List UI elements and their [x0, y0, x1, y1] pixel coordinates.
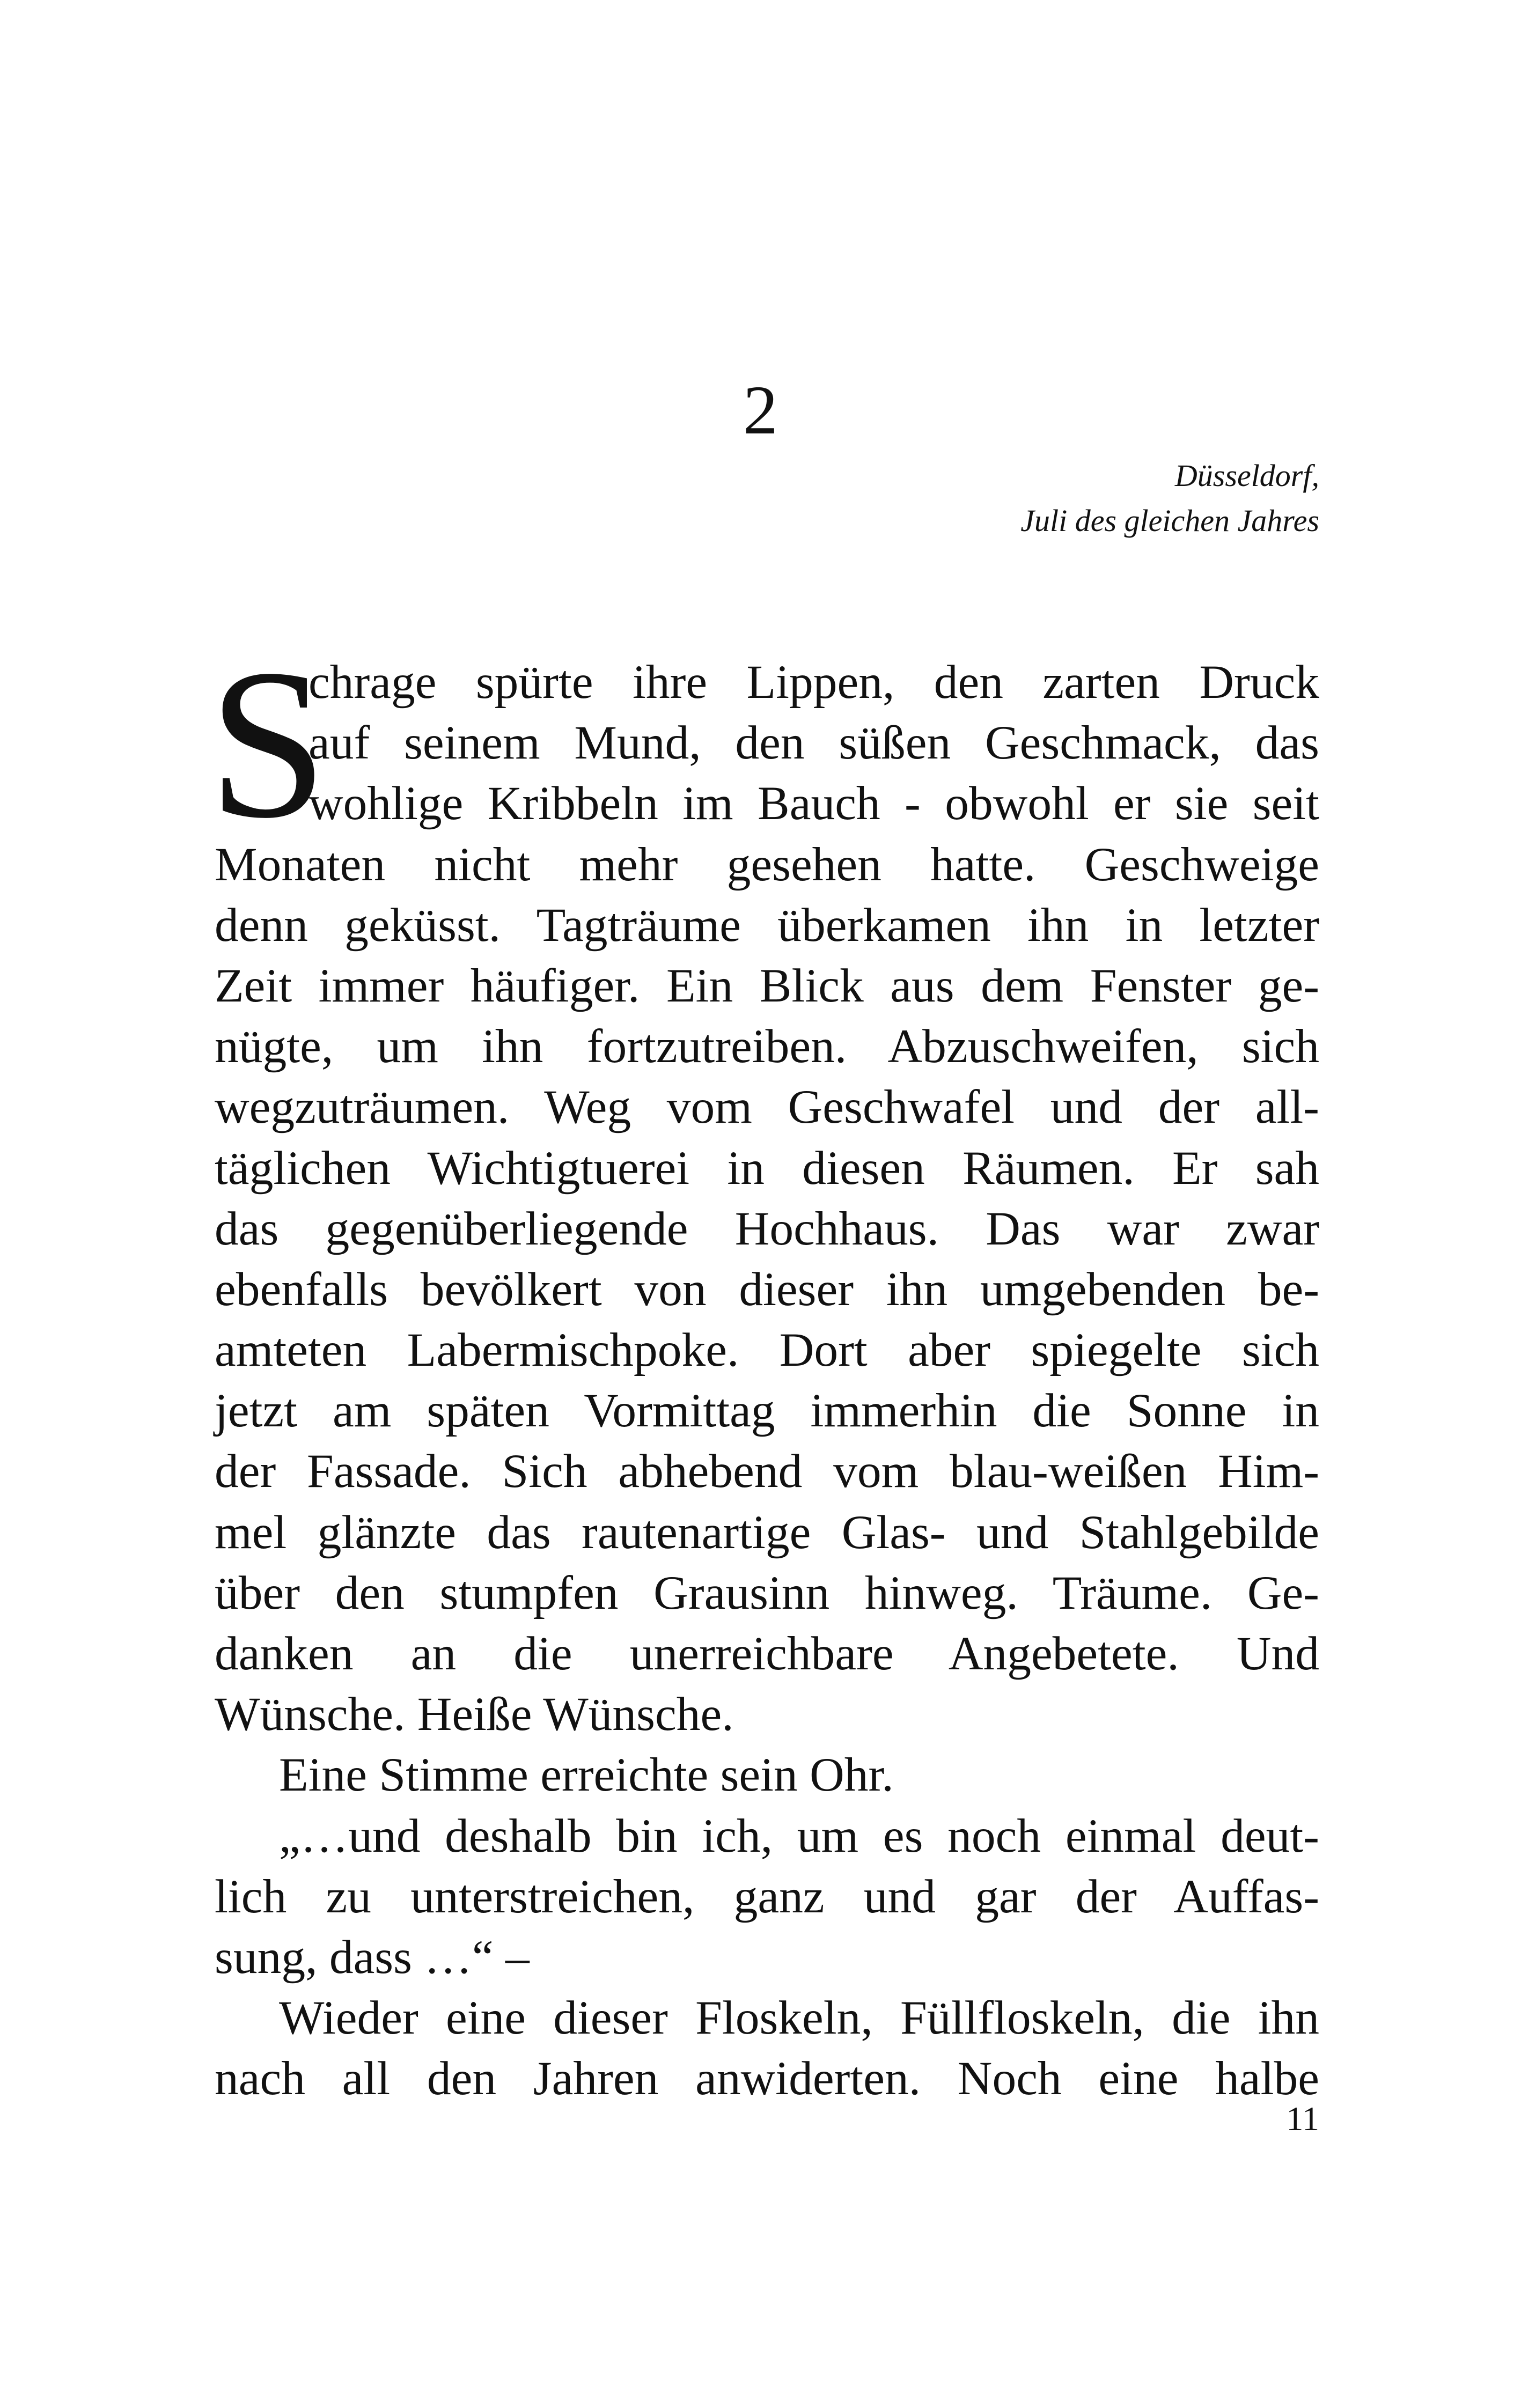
text-line: Monaten nicht mehr gesehen hatte. Geschweige	[215, 837, 1319, 891]
text-line: sung, dass …“ –	[215, 1930, 530, 1984]
text-line: über den stumpfen Grausinn hinweg. Träume. Ge-	[215, 1566, 1319, 1619]
text-line: wohlige Kribbeln im Bauch - obwohl er sie seit	[308, 777, 1319, 830]
text-line: „…und deshalb bin ich, um es noch einmal deut-	[279, 1809, 1319, 1862]
chapter-number: 2	[743, 372, 778, 449]
text-line: ebenfalls bevölkert von dieser ihn umgebenden be-	[215, 1262, 1319, 1316]
text-line: amteten Labermischpoke. Dort aber spiegelte sich	[215, 1323, 1319, 1377]
text-line: denn geküsst. Tagträume überkamen ihn in letzter	[215, 898, 1319, 952]
body-text	[208, 625, 1319, 2109]
text-line: der Fassade. Sich abhebend vom blau-weißen Him-	[215, 1445, 1319, 1498]
text-line: lich zu unterstreichen, ganz und gar der Auffas-	[215, 1869, 1319, 1923]
text-line: chrage spürte ihre Lippen, den zarten Druck	[308, 656, 1319, 709]
dateline-place: Düsseldorf,	[1174, 458, 1319, 493]
text-line: nügte, um ihn fortzutreiben. Abzuschweifen, sich	[215, 1020, 1319, 1073]
text-line: Wünsche. Heiße Wünsche.	[215, 1688, 734, 1741]
page-number: 11	[1286, 2100, 1319, 2138]
drop-cap: S	[208, 625, 328, 863]
text-line: Eine Stimme erreichte sein Ohr.	[279, 1748, 894, 1802]
text-line: jetzt am späten Vormittag immerhin die Sonne in	[215, 1384, 1319, 1438]
text-line: täglichen Wichtigtuerei in diesen Räumen. Er sah	[215, 1141, 1319, 1195]
text-line: mel glänzte das rautenartige Glas- und Stahlgebilde	[215, 1505, 1319, 1559]
text-line: wegzuträumen. Weg vom Geschwafel und der all-	[215, 1080, 1319, 1134]
text-line: auf seinem Mund, den süßen Geschmack, das	[308, 716, 1319, 770]
chapter-dateline	[1020, 453, 1319, 543]
text-line: Wieder eine dieser Floskeln, Füllfloskeln, die ihn	[279, 1991, 1319, 2045]
dateline-time: Juli des gleichen Jahres	[1020, 503, 1319, 538]
text-line: nach all den Jahren anwiderten. Noch eine halbe	[215, 2052, 1319, 2105]
text-line: Zeit immer häufiger. Ein Blick aus dem Fenster ge-	[215, 959, 1319, 1012]
text-line: das gegenüberliegende Hochhaus. Das war zwar	[215, 1202, 1319, 1255]
text-line: danken an die unerreichbare Angebetete. Und	[215, 1627, 1319, 1680]
